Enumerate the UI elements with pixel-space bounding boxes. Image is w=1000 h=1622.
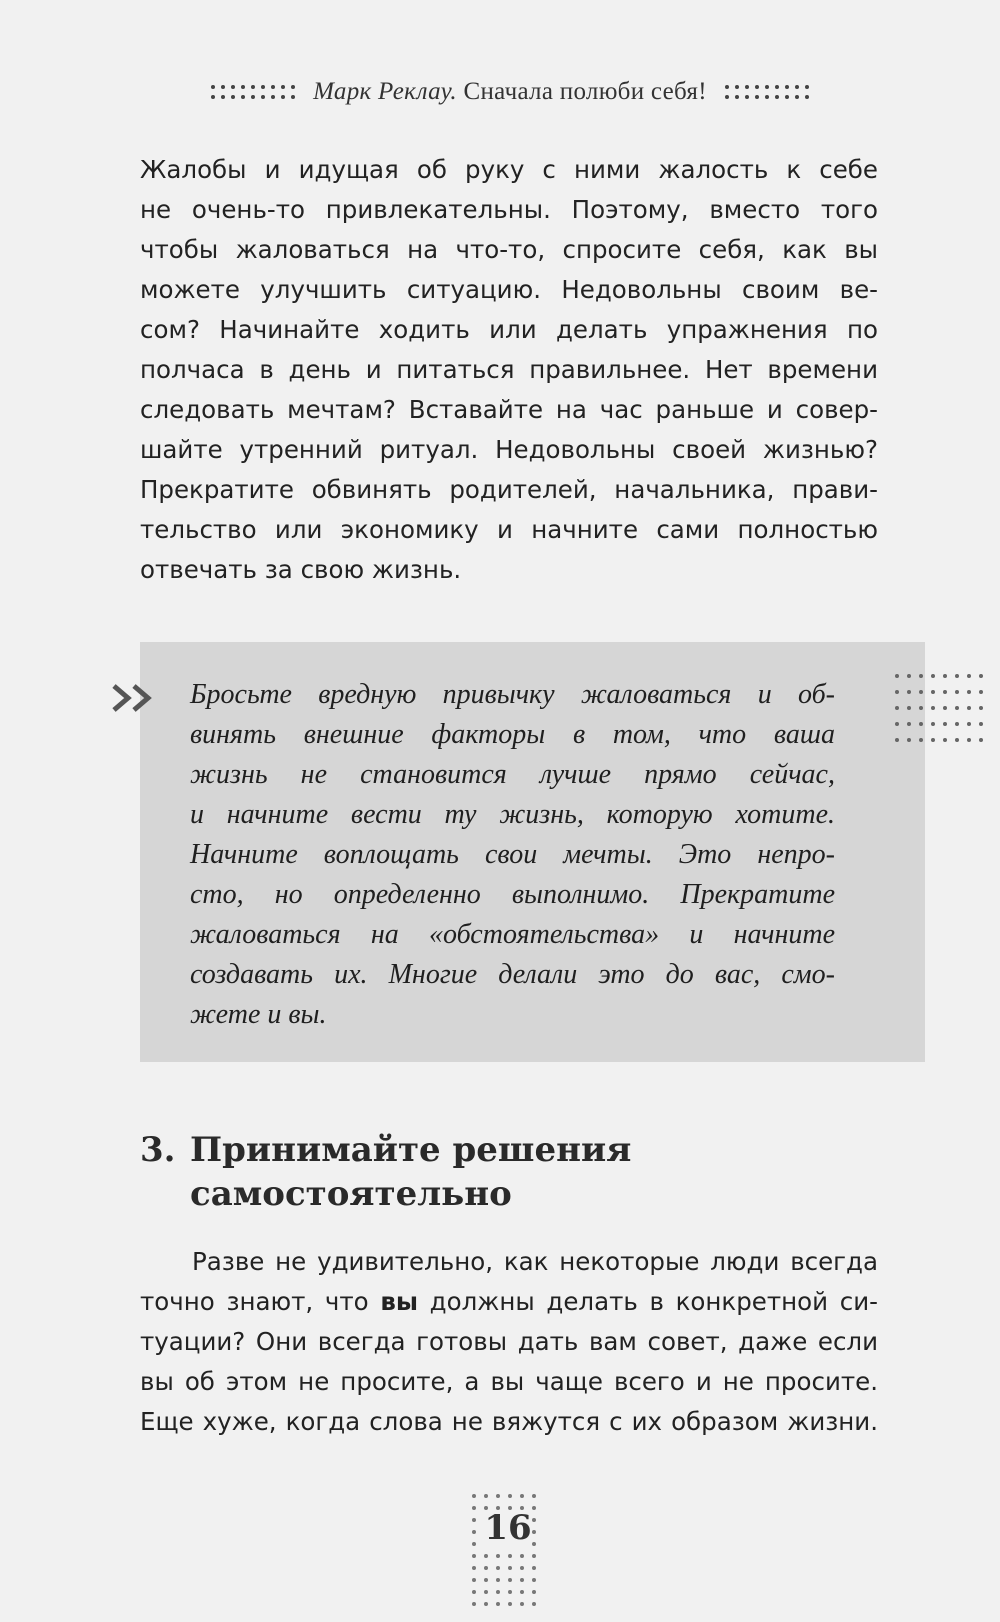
- text-fragment: точно знают, что: [140, 1287, 381, 1316]
- paragraph-decisions: [140, 1242, 878, 1442]
- header-dots-right: [725, 85, 809, 99]
- quote-line: и начните вести ту жизнь, которую хотите.: [190, 799, 835, 830]
- text-line: Разве не удивительно, как некоторые люди всегда: [192, 1247, 878, 1276]
- text-line: чтобы жаловаться на что-то, спросите себя, как вы: [140, 235, 878, 264]
- text-line: можете улучшить ситуацию. Недовольны своим ве-: [140, 275, 878, 304]
- section-title-line-1: Принимайте решения: [190, 1130, 632, 1170]
- quote-line: винять внешние факторы в том, что ваша: [190, 719, 835, 750]
- quote-line: жаловаться на «обстоятельства» и начните: [190, 919, 835, 950]
- decorative-dot-grid: [893, 672, 993, 752]
- text-line: полчаса в день и питаться правильнее. Нет времени: [140, 355, 878, 384]
- text-line: тельство или экономику и начните сами полностью: [140, 515, 878, 544]
- text-line: отвечать за свою жизнь.: [140, 555, 462, 584]
- header-author: Марк Реклау.: [313, 78, 457, 105]
- paragraph-complaints: [140, 150, 878, 590]
- text-line: Еще хуже, когда слова не вяжутся с их образом жизни.: [140, 1407, 878, 1436]
- header-book-title: Сначала полюби себя!: [463, 78, 707, 105]
- running-header: [130, 72, 890, 112]
- quote-line: Бросьте вредную привычку жаловаться и об-: [190, 679, 835, 710]
- quote-text: [190, 675, 835, 1035]
- text-fragment: должны делать в конкретной си-: [417, 1287, 878, 1316]
- quote-line: создавать их. Многие делали это до вас, смо-: [190, 959, 835, 990]
- page-number: 16: [484, 1508, 532, 1548]
- emphasis-bold: вы: [380, 1287, 418, 1316]
- text-line: Прекратите обвинять родителей, начальника, прави-: [140, 475, 878, 504]
- text-line: вы об этом не просите, а вы чаще всего и не просите.: [140, 1367, 878, 1396]
- text-line: шайте утренний ритуал. Недовольны своей жизнью?: [140, 435, 878, 464]
- header-dots-left: [211, 85, 295, 99]
- text-line: не очень-то привлекательны. Поэтому, вместо того: [140, 195, 878, 224]
- section-heading: [140, 1128, 900, 1216]
- quote-line: жизнь не становится лучше прямо сейчас,: [190, 759, 835, 790]
- text-line: сом? Начинайте ходить или делать упражнения по: [140, 315, 878, 344]
- quote-line: Начните воплощать свои мечты. Это непро-: [190, 839, 835, 870]
- quote-line: жете и вы.: [190, 999, 327, 1030]
- section-number: 3.: [140, 1130, 176, 1170]
- text-line: туации? Они всегда готовы дать вам совет, даже если: [140, 1327, 878, 1356]
- header-title: [313, 78, 707, 106]
- section-title-line-2: самостоятельно: [190, 1174, 512, 1214]
- double-chevron-right-icon: [110, 682, 170, 714]
- text-line: [140, 1282, 878, 1322]
- quote-line: сто, но определенно выполнимо. Прекратите: [190, 879, 835, 910]
- text-line: Жалобы и идущая об руку с ними жалость к себе: [140, 155, 878, 184]
- text-line: следовать мечтам? Вставайте на час раньше и совер-: [140, 395, 878, 424]
